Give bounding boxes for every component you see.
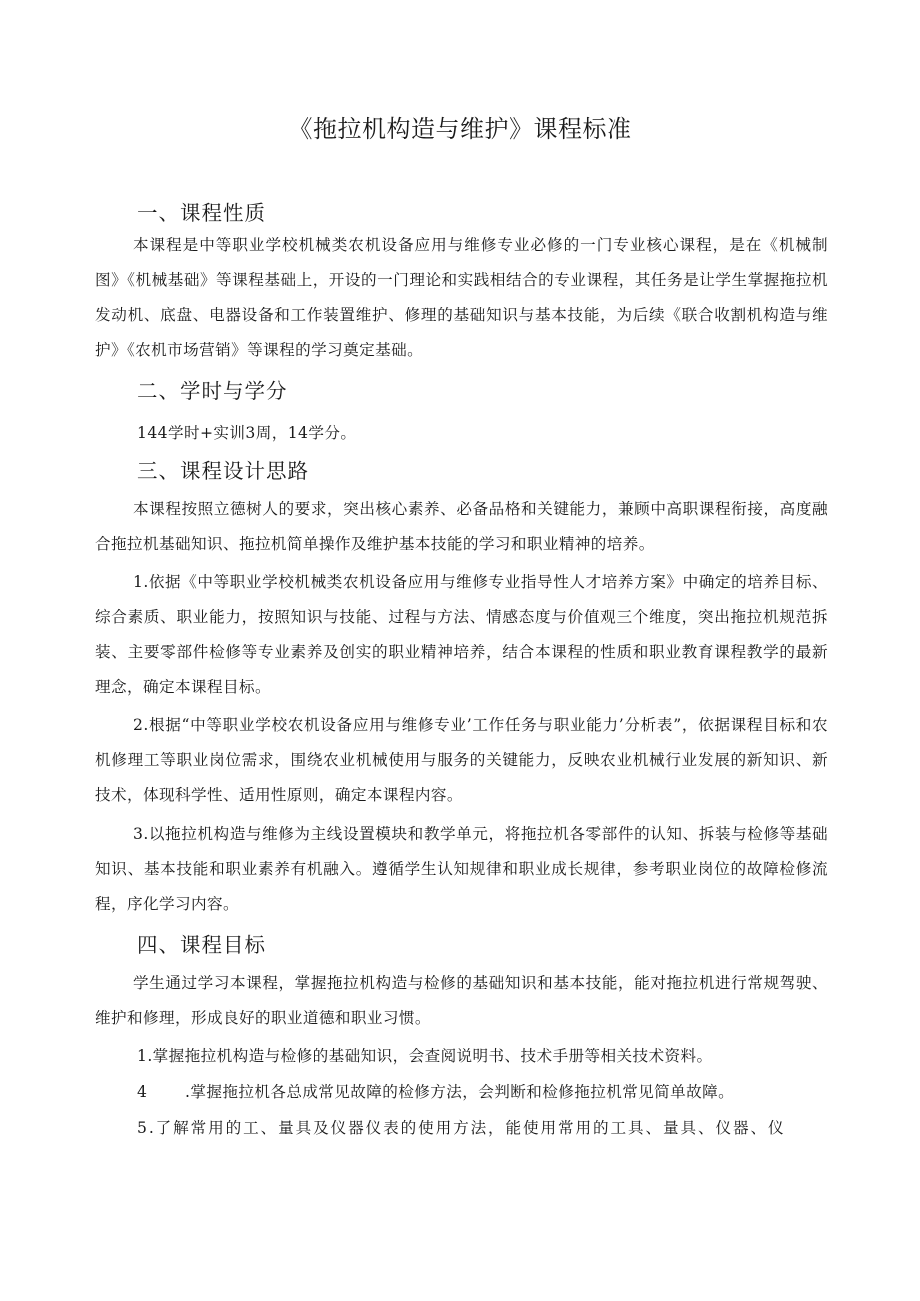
section-heading-1: 一、课程性质: [137, 201, 266, 225]
goal-item-5: 5.了解常用的工、量具及仪器仪表的使用方法，能使用常用的工具、量具、仪器、仪: [137, 1119, 786, 1137]
page-title: 《拖拉机构造与维护》课程标准: [288, 115, 632, 143]
paragraph-design-intro: 本课程按照立德树人的要求，突出核心素养、必备品格和关键能力，兼顾中高职课程衔接，高度融合拖拉机基础知识、拖拉机简单操作及维护基本技能的学习和职业精神的培养。: [95, 500, 828, 553]
goal-item-4-text: .掌握拖拉机各总成常见故障的检修方法，会判断和检修拖拉机常见简单故障。: [185, 1083, 735, 1101]
paragraph-goals-intro: 学生通过学习本课程，掌握拖拉机构造与检修的基础知识和基本技能，能对拖拉机进行常规驾驶、维护和修理，形成良好的职业道德和职业习惯。: [95, 974, 828, 1027]
section-heading-3: 三、课程设计思路: [137, 459, 309, 483]
section-heading-2: 二、学时与学分: [137, 379, 288, 403]
paragraph-design-item-2: 2.根据“中等职业学校农机设备应用与维修专业’工作任务与职业能力’分析表”，依据课程目标和农机修理工等职业岗位需求，围绕农业机械使用与服务的关键能力，反映农业机械行业发展的新知识、新技术，体现科学性、适用性原则，确定本课程内容。: [95, 716, 828, 804]
paragraph-design-item-1: 1.依据《中等职业学校机械类农机设备应用与维修专业指导性人才培养方案》中确定的培养目标、综合素质、职业能力，按照知识与技能、过程与方法、情感态度与价值观三个维度，突出拖拉机规范拆装、主要零部件检修等专业素养及创实的职业精神培养，结合本课程的性质和职业教育课程教学的最新理念，确定本课程目标。: [95, 573, 828, 696]
goal-item-4-number: 4: [137, 1083, 148, 1101]
goal-item-4: [137, 1075, 734, 1110]
paragraph-design-item-3: 3.以拖拉机构造与维修为主线设置模块和教学单元，将拖拉机各零部件的认知、拆装与检修等基础知识、基本技能和职业素养有机融入。遵循学生认知规律和职业成长规律，参考职业岗位的故障检修流程，序化学习内容。: [95, 825, 828, 913]
section-heading-4: 四、课程目标: [137, 933, 266, 957]
paragraph-hours-credits: 144学时+实训3周，14学分。: [137, 424, 357, 442]
goal-item-1: 1.掌握拖拉机构造与检修的基础知识，会查阅说明书、技术手册等相关技术资料。: [137, 1047, 713, 1065]
paragraph-course-nature: 本课程是中等职业学校机械类农机设备应用与维修专业必修的一门专业核心课程，是在《机械制图》《机械基础》等课程基础上，开设的一门理论和实践相结合的专业课程，其任务是让学生掌握拖拉机发动机、底盘、电器设备和工作装置维护、修理的基础知识与基本技能，为后续《联合收割机构造与维护》《农机市场营销》等课程的学习奠定基础。: [95, 236, 828, 359]
